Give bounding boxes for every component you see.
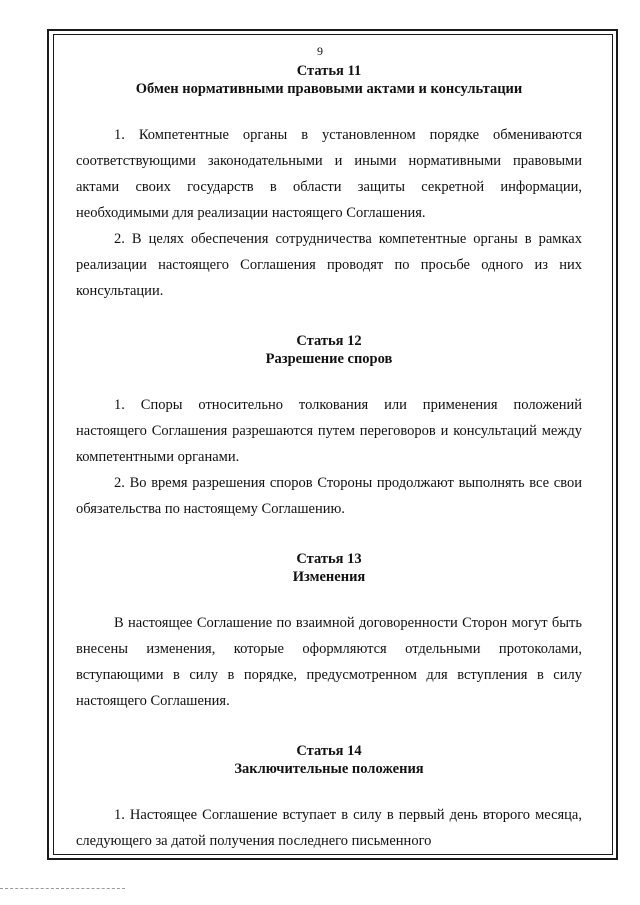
page-bottom-rule [0, 888, 125, 889]
article-number: Статья 12 [296, 333, 362, 349]
article-13 [76, 550, 582, 714]
paragraph: 1. Настоящее Соглашение вступает в силу в первый день второго месяца, следующего за датой получения последнего письменного [76, 807, 582, 849]
document-body [76, 62, 582, 854]
paragraph: 2. Во время разрешения споров Стороны продолжают выполнять все свои обязательства по настоящему Соглашению. [76, 475, 582, 517]
paragraph: В настоящее Соглашение по взаимной договоренности Сторон могут быть внесены изменения, которые оформляются отдельными протоколами, вступающими в силу в порядке, предусмотренном для вступления в силу настоящего Соглашения. [76, 615, 582, 709]
article-title: Разрешение споров [265, 351, 393, 367]
paragraph: 2. В целях обеспечения сотрудничества компетентные органы в рамках реализации настоящего Соглашения проводят по просьбе одного из них консультации. [76, 231, 582, 299]
article-11 [76, 62, 582, 304]
article-14 [76, 742, 582, 854]
page-number: 9 [317, 44, 323, 58]
article-number: Статья 13 [296, 551, 362, 567]
paragraph: 1. Компетентные органы в установленном порядке обмениваются соответствующими законодательными и иными нормативными правовыми актами своих государств в области защиты секретной информации, необходимыми для реализации настоящего Соглашения. [76, 127, 582, 221]
article-number: Статья 14 [296, 743, 362, 759]
article-title: Заключительные положения [234, 761, 424, 777]
article-title: Обмен нормативными правовыми актами и консультации [135, 81, 523, 97]
article-title: Изменения [292, 569, 366, 585]
paragraph: 1. Споры относительно толкования или применения положений настоящего Соглашения разрешаются путем переговоров и консультаций между компетентными органами. [76, 397, 582, 465]
article-12 [76, 332, 582, 522]
article-number: Статья 11 [296, 63, 362, 79]
